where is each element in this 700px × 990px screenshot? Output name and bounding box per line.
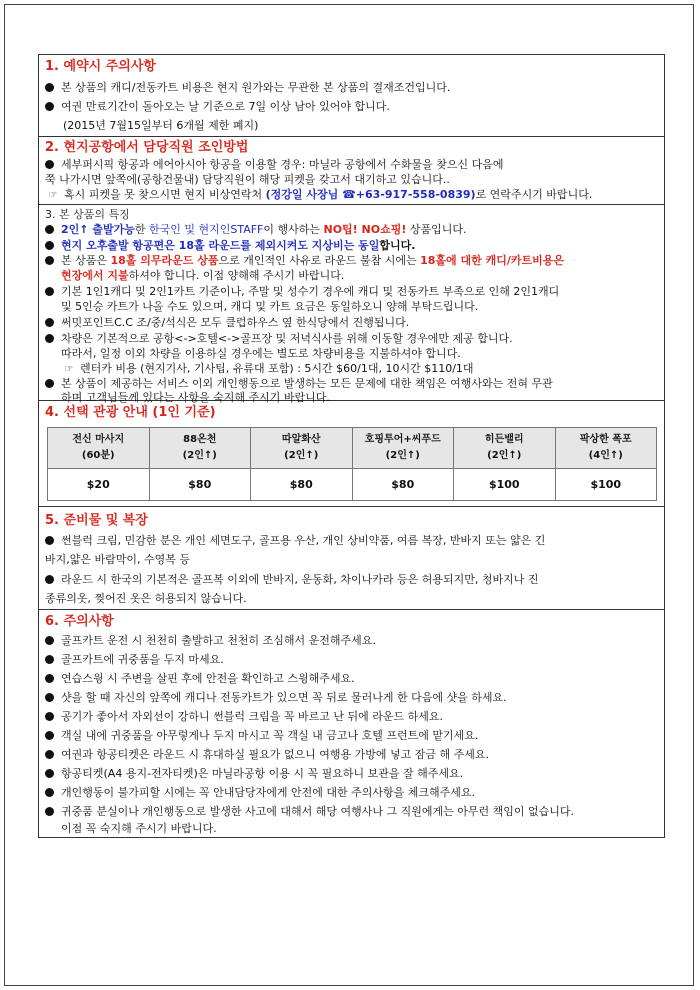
bullet-icon xyxy=(45,287,54,296)
list-item: 귀중품 분실이나 개인행동으로 발생한 사고에 대해서 해당 여행사나 그 직원에게는 아무런 책임이 없습니다. xyxy=(45,805,574,819)
list-item: 골프카트 운전 시 천천히 출발하고 천천히 조심해서 운전해주세요. xyxy=(45,634,376,648)
section-airport-join xyxy=(39,137,664,205)
list-item-cont: 쭉 나가시면 앞쪽에(공항건물내) 담당직원이 해당 피켓을 갖고서 대기하고 있습니다.. xyxy=(45,173,450,186)
list-item: 현지 오후출발 항공편은 18홀 라운드를 제외시켜도 지상비는 동일합니다. xyxy=(45,239,415,253)
tour-price-cell: $80 xyxy=(352,469,454,501)
list-item: 여권 만료기간이 돌아오는 날 기준으로 7일 이상 남아 있어야 합니다. xyxy=(45,100,390,114)
bullet-icon xyxy=(45,102,54,111)
pointing-hand-icon: ☞ xyxy=(64,364,74,375)
section-cautions xyxy=(39,610,664,837)
list-item-cont: 및 5인승 카트가 나올 수도 있으며, 캐디 및 카트 요금은 동일하오니 양해 부탁드립니다. xyxy=(61,300,479,313)
list-item-cont: 바지,얇은 바람막이, 수영복 등 xyxy=(45,553,190,566)
tour-header-cell: 히든밸리 (2인↑) xyxy=(454,428,556,469)
list-item: 차량은 기본적으로 공항<->호텔<->골프장 및 저녁식사를 위해 이동할 경우에만 제공 합니다. xyxy=(45,332,513,346)
list-item-cont: 현장에서 지불하셔야 합니다. 이점 양해해 주시기 바랍니다. xyxy=(61,269,345,282)
list-item: 공기가 좋아서 자외선이 강하니 썬블럭 크림을 꼭 바르고 난 뒤에 라운드 하세요. xyxy=(45,710,443,724)
list-item-cont: 하며 고객님들께 있다는 사항을 숙지해 주시기 바랍니다. xyxy=(61,391,330,404)
list-item: 본 상품의 캐디/전동카트 비용은 현지 원가와는 무관한 본 상품의 결재조건입니다. xyxy=(45,81,450,95)
list-item-cont: (2015년 7월15일부터 6개월 제한 폐지) xyxy=(63,119,259,132)
list-item: 라운드 시 한국의 기본적은 골프복 이외에 반바지, 운동화, 차이나카라 등은 허용되지만, 청바지나 진 xyxy=(45,573,539,587)
tour-price-cell: $20 xyxy=(48,469,150,501)
emergency-phone: (정강일 사장님 ☎+63-917-558-0839) xyxy=(265,188,476,201)
list-item: 써밋포인트C.C 조/중/석식은 모두 클럽하우스 옆 한식당에서 진행됩니다. xyxy=(45,316,409,330)
list-item: 2인↑ 출발가능한 한국인 및 현지인STAFF이 행사하는 NO팁! NO쇼핑! 상품입니다. xyxy=(45,223,466,237)
list-item: 항공티켓(A4 용지-전자티켓)은 마닐라공항 이용 시 꼭 필요하니 보관을 잘 해주세요. xyxy=(45,767,463,781)
list-item-cont: 종류의옷, 찢어진 옷은 허용되지 않습니다. xyxy=(45,592,247,605)
table-price-row xyxy=(48,469,657,501)
section-2-title: 2. 현지공항에서 담당직원 조인방법 xyxy=(45,140,249,155)
bullet-icon xyxy=(45,334,54,343)
section-packing-list xyxy=(39,507,664,610)
list-item: 본 상품이 제공하는 서비스 이외 개인행동으로 발생하는 모든 문제에 대한 책임은 여행사와는 전혀 무관 xyxy=(45,377,553,391)
bullet-icon xyxy=(45,379,54,388)
bullet-icon xyxy=(45,769,54,778)
bullet-icon xyxy=(45,731,54,740)
section-reservation-notes xyxy=(39,55,664,137)
bullet-icon xyxy=(45,807,54,816)
bullet-icon xyxy=(45,241,54,250)
list-item-cont: 이점 꼭 숙지해 주시기 바랍니다. xyxy=(61,822,217,835)
bullet-icon xyxy=(45,750,54,759)
list-item: 세부퍼시픽 항공과 에어아시아 항공을 이용할 경우: 마닐라 공항에서 수화물을 찾으신 다음에 xyxy=(45,158,503,172)
section-optional-tours xyxy=(39,401,664,507)
bullet-icon xyxy=(45,636,54,645)
section-3-title: 3. 본 상품의 특징 xyxy=(45,208,130,221)
tour-header-cell: 호핑투어+씨푸드 (2인↑) xyxy=(352,428,454,469)
bullet-icon xyxy=(45,160,54,169)
tour-header-cell: 팍상한 폭포 (4인↑) xyxy=(555,428,657,469)
section-product-features xyxy=(39,205,664,404)
tour-price-cell: $100 xyxy=(454,469,556,501)
notice-document xyxy=(38,54,665,838)
tour-price-table xyxy=(47,427,657,501)
emergency-contact: ☞ 혹시 피켓을 못 찾으시면 현지 비상연락처 (정강일 사장님 ☎+63-917-558-0839)로 연락주시기 바랍니다. xyxy=(45,188,592,203)
bullet-icon xyxy=(45,318,54,327)
section-4-title: 4. 선택 관광 안내 (1인 기준) xyxy=(45,405,216,420)
section-6-title: 6. 주의사항 xyxy=(45,614,114,629)
tour-price-cell: $80 xyxy=(149,469,251,501)
section-1-title: 1. 예약시 주의사항 xyxy=(45,59,156,74)
bullet-icon xyxy=(45,575,54,584)
list-item: 기본 1인1캐디 및 2인1카트 기준이나, 주말 및 성수기 경우에 캐디 및 전동카트 부족으로 인해 2인1캐디 xyxy=(45,285,559,299)
tour-header-cell: 따알화산 (2인↑) xyxy=(251,428,353,469)
bullet-icon xyxy=(45,536,54,545)
bullet-icon xyxy=(45,693,54,702)
bullet-icon xyxy=(45,225,54,234)
bullet-icon xyxy=(45,712,54,721)
table-header-row xyxy=(48,428,657,469)
list-item: 연습스윙 시 주변을 살핀 후에 안전을 확인하고 스윙해주세요. xyxy=(45,672,355,686)
bullet-icon xyxy=(45,83,54,92)
pointing-hand-icon: ☞ xyxy=(48,190,58,201)
list-item: 골프카트에 귀중품을 두지 마세요. xyxy=(45,653,224,667)
list-item: 썬블럭 크림, 민감한 분은 개인 세면도구, 골프용 우산, 개인 상비약품, 여름 복장, 반바지 또는 얇은 긴 xyxy=(45,534,545,548)
list-item: 객실 내에 귀중품을 아무렇게나 두지 마시고 꼭 객실 내 금고나 호텔 프런트에 맡기세요. xyxy=(45,729,478,743)
list-item: 여권과 항공티켓은 라운드 시 휴대하실 필요가 없으니 여행용 가방에 넣고 잠금 해 주세요. xyxy=(45,748,489,762)
list-item: 본 상품은 18홀 의무라운드 상품으로 개인적인 사유로 라운드 불참 시에는 18홀에 대한 캐디/카트비용은 xyxy=(45,254,564,268)
bullet-icon xyxy=(45,655,54,664)
list-item: 샷을 할 때 자신의 앞쪽에 캐디나 전동카트가 있으면 꼭 뒤로 물러나게 한 다음에 샷을 하세요. xyxy=(45,691,507,705)
section-5-title: 5. 준비물 및 복장 xyxy=(45,513,148,528)
bullet-icon xyxy=(45,788,54,797)
tour-price-cell: $100 xyxy=(555,469,657,501)
list-item-cont: 따라서, 일정 이외 차량을 이용하실 경우에는 별도로 차량비용을 지불하셔야 합니다. xyxy=(61,347,461,360)
tour-header-cell: 88온천 (2인↑) xyxy=(149,428,251,469)
list-item: 개인행동이 불가피할 시에는 꼭 안내담당자에게 안전에 대한 주의사항을 체크해주세요. xyxy=(45,786,475,800)
tour-price-cell: $80 xyxy=(251,469,353,501)
bullet-icon xyxy=(45,256,54,265)
tour-header-cell: 전신 마사지 (60분) xyxy=(48,428,150,469)
rental-car-note: ☞ 렌터카 비용 (현지기사, 기사팁, 유류대 포함) : 5시간 $60/1대, 10시간 $110/1대 xyxy=(45,362,474,377)
bullet-icon xyxy=(45,674,54,683)
